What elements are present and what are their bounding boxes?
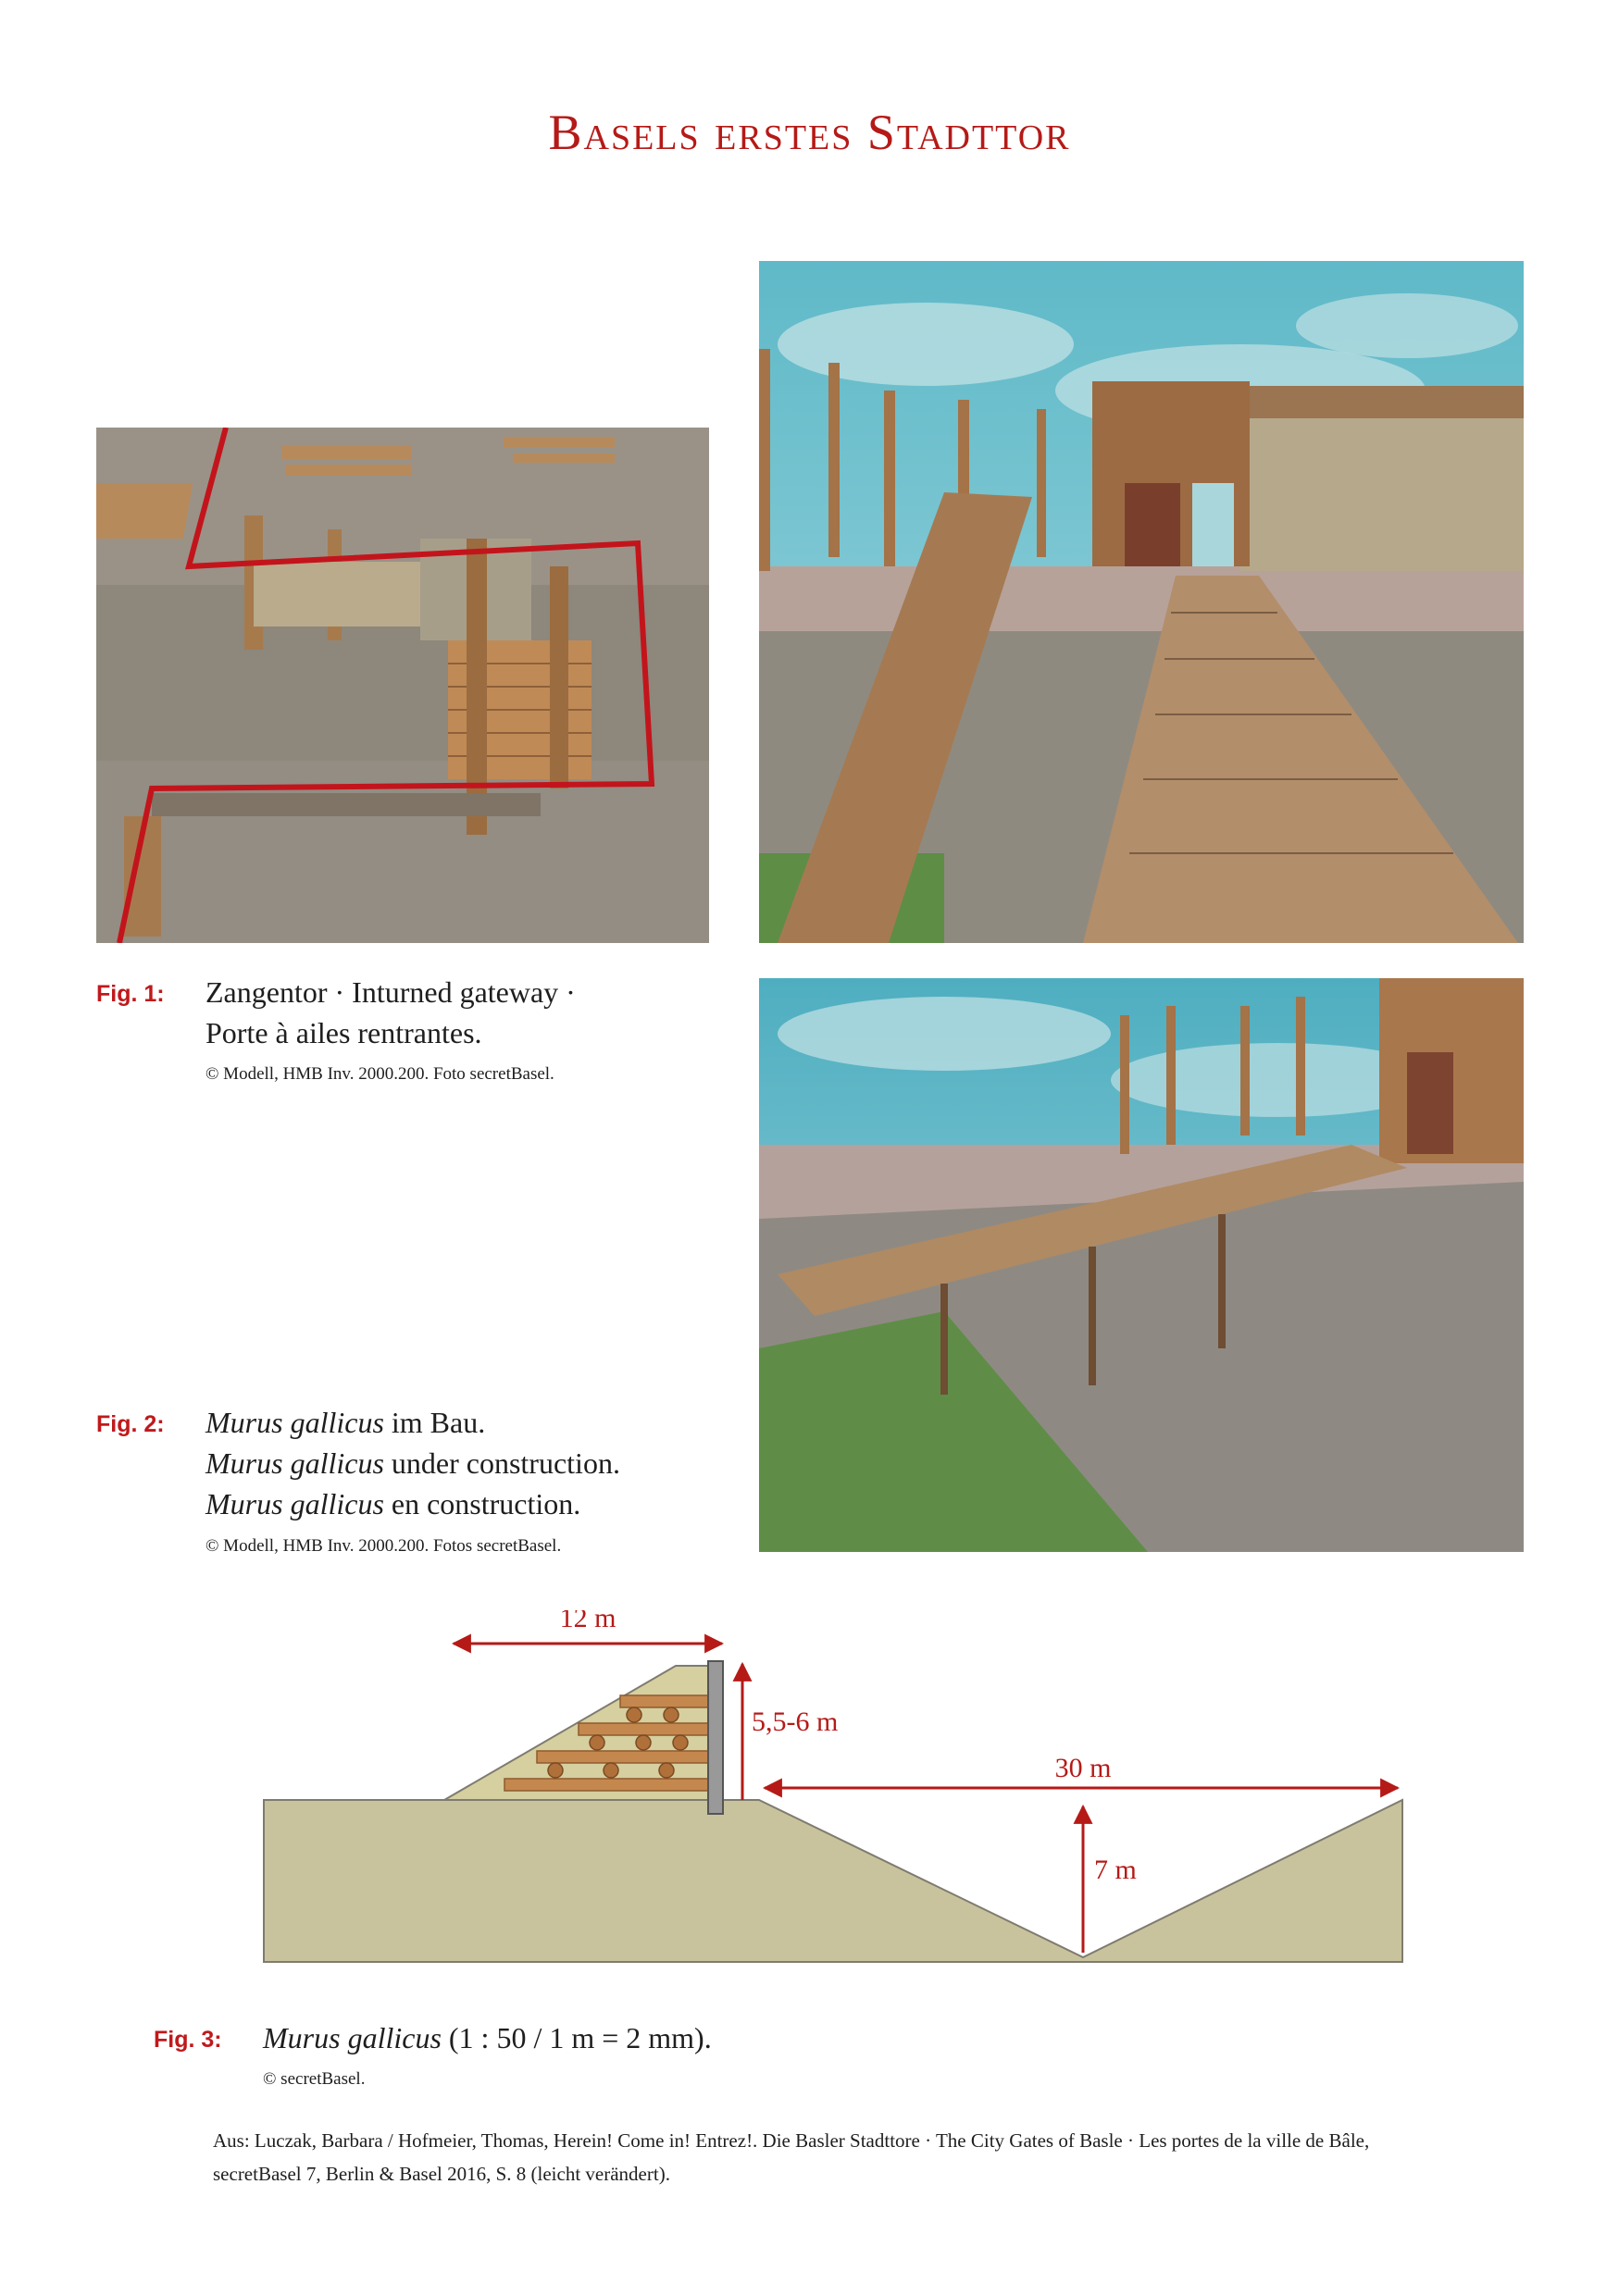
fig2-italic-2: Murus gallicus [205, 1446, 384, 1480]
fig3-rest: (1 : 50 / 1 m = 2 mm). [441, 2021, 712, 2054]
fig2-caption-line2 [205, 1443, 620, 1483]
fig2-rest-3: en construction. [383, 1487, 581, 1520]
source-line2: secretBasel 7, Berlin & Basel 2016, S. 8 (leicht verändert). [213, 2163, 670, 2185]
dim-height-label: 5,5-6 m [752, 1706, 839, 1737]
fig2-label: Fig. 2: [96, 1411, 165, 1437]
fig2-caption-line1 [205, 1402, 485, 1443]
fig1-credit: © Modell, HMB Inv. 2000.200. Foto secretBasel. [205, 1064, 554, 1084]
fig2-italic-1: Murus gallicus [205, 1406, 384, 1439]
fig2-italic-3: Murus gallicus [205, 1487, 384, 1520]
fig1-caption-line2: Porte à ailes rentrantes. [205, 1016, 482, 1049]
page-title: Basels erstes Stadttor [548, 105, 1071, 160]
dim-width-label: 12 m [559, 1610, 616, 1633]
fig2-rest-2: under construction. [383, 1446, 620, 1480]
fig3-diagram [250, 1610, 1463, 1999]
fig3-credit: © secretBasel. [263, 2069, 366, 2089]
earth-profile [264, 1800, 1402, 1962]
fig2-rest-1: im Bau. [383, 1406, 486, 1439]
fig2-photo-gateway [759, 261, 1524, 943]
fig2-caption-line3 [205, 1483, 580, 1524]
stone-wall-face [708, 1661, 723, 1814]
fig3-label: Fig. 3: [154, 2027, 222, 2053]
fig2-photo-bridge [759, 978, 1524, 1552]
fig3-caption [263, 2017, 712, 2058]
fig2-credit: © Modell, HMB Inv. 2000.200. Fotos secretBasel. [205, 1536, 562, 1556]
fig1-caption-line1: Zangentor · Inturned gateway · [205, 975, 576, 1009]
source-line1: Aus: Luczak, Barbara / Hofmeier, Thomas, Herein! Come in! Entrez!. Die Basler Stadttore · The City Gates of Basle · Les portes de la ville de Bâle, [213, 2129, 1370, 2152]
fig1-label: Fig. 1: [96, 981, 165, 1007]
fig1-photo [96, 428, 709, 943]
fig3-italic: Murus gallicus [263, 2021, 442, 2054]
dim-ditch-depth-label: 7 m [1094, 1855, 1137, 1885]
dim-ditch-width-label: 30 m [1054, 1753, 1112, 1783]
